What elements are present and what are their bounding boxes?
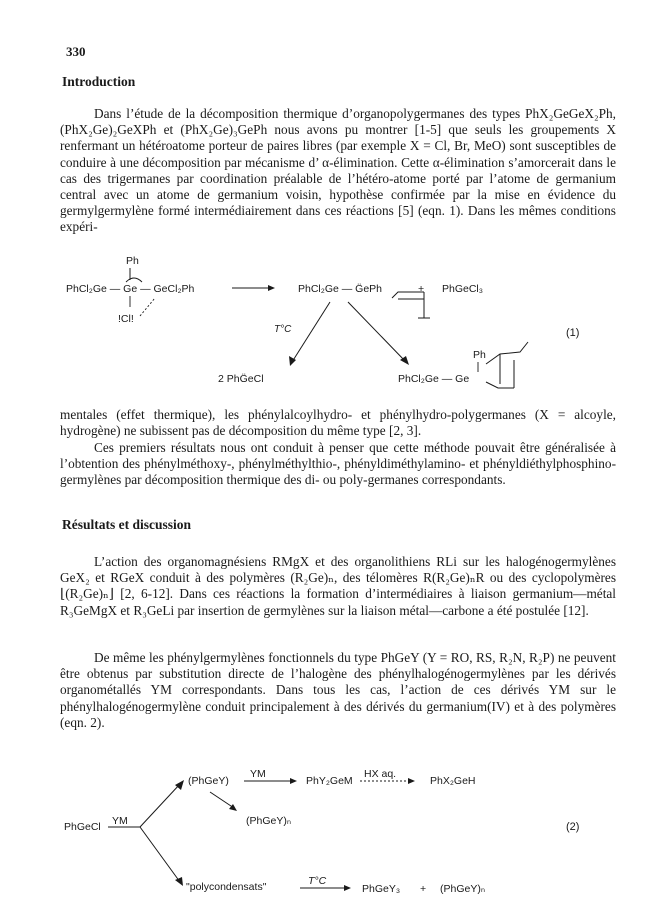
results-paragraph-1: L’action des organomagnésiens RMgX et des organolithiens RLi sur les halogénogermylènes GeX₂ et RGeX conduit à des polymères (R₂Ge)ₙ, des télomères R(R₂Ge)ₙR ou des cyclopolymères ⌊(R₂Ge)ₙ⌋ [2, 6-12]. Dans ces réactions la formation d’intermédiaires à liaison germanium—métal R₃GeMgX et R₃GeLi par insertion de germylènes sur la liaison métal—carbone a été postulée [12]. <box>60 554 616 618</box>
eqn2-branch3-product2: (PhGeY)ₙ <box>440 883 486 895</box>
results-paragraph-2: De même les phénylgermylènes fonctionnels du type PhGeY (Y = RO, RS, R₂N, R₂P) ne peuvent être obtenus par substitution directe de l’halogène des phénylhalogénogermylènes par les dérivés organométallés YM correspondants. Dans tous les cas, l’action de ces dérivés YM sur le phénylhalogénogermylène conduit principalement à des dérivés du germanium(IV) et à des polymères (eqn. 2). <box>60 650 616 730</box>
intro-paragraph: Dans l’étude de la décomposition thermique d’organopolygermanes des types PhX₂GeGeX₂Ph, (PhX₂Ge)₂GeXPh et (PhX₂Ge)₃GePh nous avons pu montrer [1-5] que seuls les groupements X renfermant un hétéroatome porteur de paires libres (par exemple X = Cl, Br, MeO) sont susceptibles de conduire à une décomposition par mécanisme d’ α-élimination. Cette α-élimination s’amorcerait dans le cas des trigermanes par coordination préalable de l’hétéro-atome porté par l’atome de germanium central avec un atome de germanium voisin, hypothèse confirmée par la mise en évidence du germylgermylène formé intermédiairement dans ces réactions [5] (eqn. 1). Dans les mêmes conditions expéri- <box>60 106 616 235</box>
equation-1 <box>0 252 672 402</box>
eqn1-product-right-ph: Ph <box>473 349 486 361</box>
eqn1-label: (1) <box>566 327 580 339</box>
eqn2-start: PhGeCl <box>64 821 101 833</box>
butadiene-structure <box>392 292 430 318</box>
eqn2-branch1: (PhGeY) <box>188 775 229 787</box>
eqn1-reactant-cl: !Cl! <box>118 313 134 325</box>
germacyclopentene-ring <box>486 342 528 388</box>
eqn1-condition: T°C <box>274 324 292 335</box>
eqn1-product-main: PhCl₂Ge — G̈ePh <box>298 283 383 295</box>
eqn2-branch3-condition: T°C <box>308 875 327 887</box>
section-title-introduction: Introduction <box>62 74 136 89</box>
eqn2-branch1-product: PhY₂GeM <box>306 775 353 787</box>
conclusion-paragraph: Ces premiers résultats nous ont conduit à penser que cette méthode pouvait être généralisée à l’obtention des phénylméthoxy-, phénylméthylthio-, phényldiméthylamino- et phényldiéthylphosphino-germylènes par décomposition thermique des di- ou poly-germanes correspondants. <box>60 440 616 488</box>
equation-2 <box>0 764 672 904</box>
eqn2-branch3: "polycondensats" <box>186 881 267 893</box>
eqn1-product-right: PhCl₂Ge — Ge <box>398 373 470 385</box>
after-eqn1-paragraph: mentales (effet thermique), les phénylalcoylhydro- et phénylhydro-polygermanes (X = alcoyle, hydrogène) ne subissent pas de décomposition du même type [2, 3]. <box>60 407 616 439</box>
eqn1-product-left: 2 PhG̈eCl <box>218 373 264 385</box>
eqn1-plus: + <box>418 283 425 295</box>
eqn1-product-side: PhGeCl₃ <box>442 283 484 295</box>
eqn2-label: (2) <box>566 821 580 833</box>
eqn2-branch3-product1: PhGeY₃ <box>362 883 401 895</box>
eqn2-reagent: YM <box>112 815 128 827</box>
eqn1-reactant-chain: PhCl₂Ge — Ge — GeCl₂Ph <box>66 283 195 295</box>
section-title-results: Résultats et discussion <box>62 517 192 532</box>
eqn2-branch1-reagent: YM <box>250 768 266 780</box>
eqn2-branch3-plus: + <box>420 883 427 895</box>
eqn2-branch1-final: PhX₂GeH <box>430 775 476 787</box>
page-number: 330 <box>66 44 86 59</box>
eqn2-branch1-reagent2: HX aq. <box>364 768 397 780</box>
eqn1-reactant-ph: Ph <box>126 255 139 267</box>
eqn2-branch2: (PhGeY)ₙ <box>246 815 292 827</box>
